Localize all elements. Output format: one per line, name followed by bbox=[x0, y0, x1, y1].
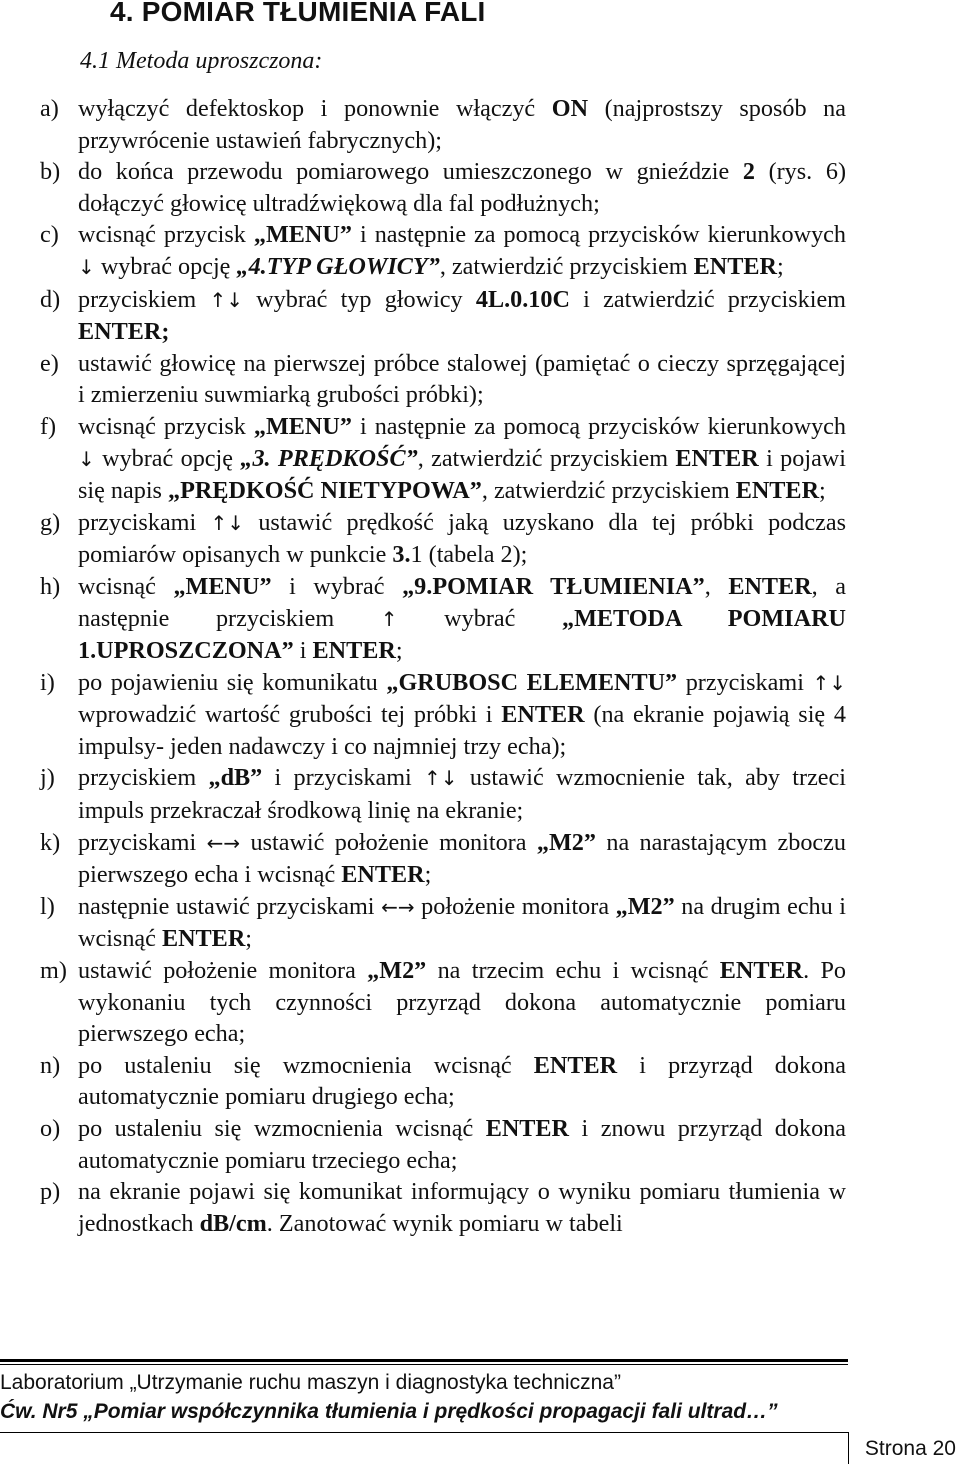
item-label: f) bbox=[40, 412, 57, 440]
item-label: e) bbox=[40, 349, 59, 377]
arrow-down-icon: ↓ bbox=[78, 446, 95, 471]
footer-lab-title: Laboratorium „Utrzymanie ruchu maszyn i diagnostyka techniczna” bbox=[0, 1371, 621, 1394]
arrow-up-down-icon: ↑↓ bbox=[424, 766, 458, 791]
item-label: d) bbox=[40, 285, 61, 313]
arrow-left-right-icon: ←→ bbox=[381, 894, 415, 919]
item-text: przyciskiem „dB” i przyciskami ↑↓ ustawić wzmocnienie tak, aby trzeci impuls przekraczał środkową linię na ekranie; bbox=[78, 764, 846, 825]
item-text: po pojawieniu się komunikatu „GRUBOSC ELEMENTU” przyciskami ↑↓ wprowadzić wartość grubości tej próbki i ENTER (na ekranie pojawią się 4 impulsy- jeden nadawczy i co najmniej trzy echa); bbox=[78, 668, 846, 760]
item-label: n) bbox=[40, 1051, 61, 1079]
item-text: ustawić głowicę na pierwszej próbce stalowej (pamiętać o cieczy sprzęgającej i zmierzeniu suwmiarką grubości próbki); bbox=[78, 349, 846, 409]
item-label: i) bbox=[40, 668, 55, 696]
arrow-up-down-icon: ↑↓ bbox=[210, 510, 245, 535]
item-label: m) bbox=[40, 957, 67, 985]
item-text: wcisnąć przycisk „MENU” i następnie za pomocą przycisków kierunkowych ↓ wybrać opcję „4.TYP GŁOWICY”, zatwierdzić przyciskiem ENTER; bbox=[78, 221, 846, 280]
footer-exercise-title: Ćw. Nr5 „Pomiar współczynnika tłumienia i prędkości propagacji fali ultrad…” bbox=[0, 1400, 778, 1423]
item-text: na ekranie pojawi się komunikat informujący o wyniku pomiaru tłumienia w jednostkach dB/cm. Zanotować wynik pomiaru w tabeli bbox=[78, 1178, 846, 1237]
item-label: o) bbox=[40, 1115, 61, 1142]
item-text: przyciskami ←→ ustawić położenie monitora „M2” na narastającym zboczu pierwszego echa i wcisnąć ENTER; bbox=[78, 828, 846, 889]
page-number-rule bbox=[0, 1432, 848, 1433]
item-text: następnie ustawić przyciskami ←→ położenie monitora „M2” na drugim echu i wcisnąć ENTER; bbox=[78, 892, 847, 953]
item-text: po ustaleniu się wzmocnienia wcisnąć ENTER i znowu przyrząd dokona automatycznie pomiaru trzeciego echa; bbox=[78, 1115, 846, 1174]
list-item bbox=[40, 955, 846, 1050]
item-label: a) bbox=[40, 95, 59, 122]
arrow-left-right-icon: ←→ bbox=[206, 830, 241, 855]
page-number: Strona 20 bbox=[864, 1437, 956, 1460]
list-item bbox=[40, 1050, 846, 1113]
item-label: c) bbox=[40, 221, 59, 249]
list-item bbox=[40, 411, 846, 507]
arrow-down-icon: ↓ bbox=[78, 254, 95, 279]
item-label: l) bbox=[40, 892, 55, 920]
item-text: po ustaleniu się wzmocnienia wcisnąć ENTER i przyrząd dokona automatycznie pomiaru drugiego echa; bbox=[78, 1051, 846, 1111]
list-item bbox=[40, 507, 846, 571]
list-item bbox=[40, 219, 846, 283]
arrow-up-icon: ↑ bbox=[380, 606, 398, 631]
list-item bbox=[40, 1176, 846, 1239]
list-item bbox=[40, 762, 846, 826]
subsection-heading: 4.1 Metoda uproszczona: bbox=[80, 48, 323, 74]
item-text: przyciskami ↑↓ ustawić prędkość jaką uzyskano dla tej próbki podczas pomiarów opisanych w punkcie 3.1 (tabela 2); bbox=[78, 508, 846, 569]
item-label: g) bbox=[40, 508, 61, 536]
list-item bbox=[40, 1113, 846, 1176]
page-number-divider bbox=[848, 1432, 849, 1464]
item-label: h) bbox=[40, 572, 61, 600]
item-text: wcisnąć przycisk „MENU” i następnie za pomocą przycisków kierunkowych ↓ wybrać opcję „3. PRĘDKOŚĆ”, zatwierdzić przyciskiem ENTER i pojawi się napis „PRĘDKOŚĆ NIETYPOWA”, zatwierdzić przyciskiem ENTER; bbox=[78, 412, 846, 505]
list-item bbox=[40, 571, 846, 667]
footer-rule bbox=[0, 1359, 848, 1362]
list-item bbox=[40, 827, 846, 891]
list-item bbox=[40, 348, 846, 411]
item-label: k) bbox=[40, 828, 61, 856]
list-item bbox=[40, 284, 846, 348]
list-item bbox=[40, 667, 846, 763]
list-item bbox=[40, 891, 846, 955]
arrow-up-down-icon: ↑↓ bbox=[812, 670, 846, 695]
section-heading: 4. POMIAR TŁUMIENIA FALI bbox=[110, 0, 486, 27]
item-label: j) bbox=[40, 764, 55, 792]
footer-rule-thin bbox=[0, 1364, 848, 1365]
item-text: przyciskiem ↑↓ wybrać typ głowicy 4L.0.10C i zatwierdzić przyciskiem ENTER; bbox=[78, 285, 846, 346]
item-text: wyłączyć defektoskop i ponownie włączyć ON (najprostszy sposób na przywrócenie ustawień fabrycznych); bbox=[78, 95, 846, 154]
item-text: do końca przewodu pomiarowego umieszczonego w gnieździe 2 (rys. 6) dołączyć głowicę ultradźwiękową dla fal podłużnych; bbox=[78, 158, 847, 217]
list-item bbox=[40, 156, 846, 219]
item-text: wcisnąć „MENU” i wybrać „9.POMIAR TŁUMIENIA”, ENTER, a następnie przyciskiem ↑ wybrać „METODA POMIARU 1.UPROSZCZONA” i ENTER; bbox=[78, 572, 846, 665]
instruction-list bbox=[40, 93, 846, 1239]
item-label: p) bbox=[40, 1178, 61, 1206]
arrow-up-down-icon: ↑↓ bbox=[209, 287, 243, 312]
list-item bbox=[40, 93, 846, 156]
item-label: b) bbox=[40, 158, 61, 186]
item-text: ustawić położenie monitora „M2” na trzecim echu i wcisnąć ENTER. Po wykonaniu tych czynności przyrząd dokona automatycznie pomiaru pierwszego echa; bbox=[78, 957, 847, 1048]
